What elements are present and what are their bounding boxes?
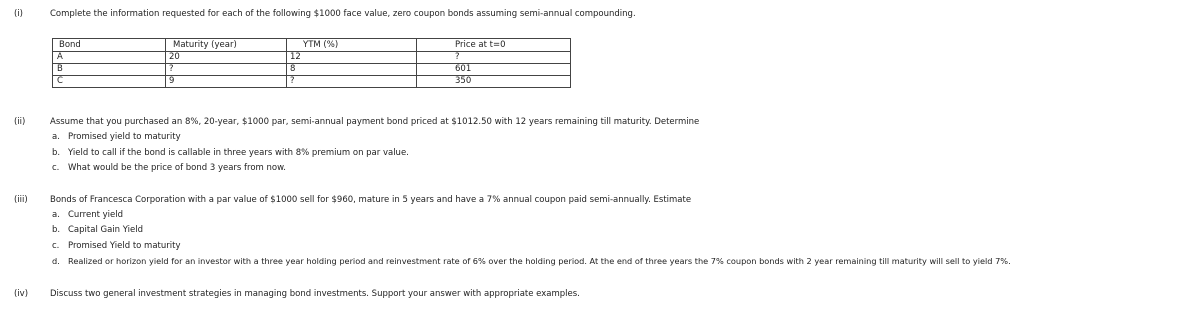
table-row	[53, 64, 571, 76]
item-text: Current yield	[68, 210, 124, 220]
question-3-number: (iii)	[14, 195, 28, 205]
item-text: Capital Gain Yield	[68, 225, 143, 235]
cell-price: ?	[417, 52, 571, 64]
cell-ytm: 12	[287, 52, 417, 64]
header-maturity: Maturity (year)	[166, 39, 287, 52]
question-1-number: (i)	[14, 9, 23, 19]
header-ytm: YTM (%)	[287, 39, 417, 52]
question-2-item-a	[52, 132, 181, 142]
item-text: Yield to call if the bond is callable in three years with 8% premium on par value.	[68, 148, 409, 158]
cell-maturity: ?	[166, 64, 287, 76]
cell-bond: C	[53, 76, 166, 88]
question-3-item-a	[52, 210, 123, 220]
table-row	[53, 76, 571, 88]
item-text: Promised Yield to maturity	[68, 241, 181, 251]
question-3-item-d	[52, 256, 1011, 266]
header-price: Price at t=0	[417, 39, 571, 52]
item-text: Promised yield to maturity	[68, 132, 181, 142]
question-2-item-c	[52, 163, 286, 173]
item-letter: c.	[52, 241, 60, 251]
cell-bond: A	[53, 52, 166, 64]
cell-bond: B	[53, 64, 166, 76]
cell-ytm: 8	[287, 64, 417, 76]
table-header-row	[53, 39, 571, 52]
question-1-text: Complete the information requested for each of the following $1000 face value, zero coupon bonds assuming semi-annual compounding.	[50, 9, 636, 19]
cell-price: 350	[417, 76, 571, 88]
question-3-text: Bonds of Francesca Corporation with a par value of $1000 sell for $960, mature in 5 years and have a 7% annual coupon paid semi-annually. Estimate	[50, 195, 692, 205]
item-letter: c.	[52, 163, 60, 173]
table-row	[53, 52, 571, 64]
cell-maturity: 20	[166, 52, 287, 64]
item-letter: a.	[52, 132, 60, 142]
item-text: Realized or horizon yield for an investor with a three year holding period and reinvestment rate of 6% over the holding period. At the end of three years the 7% coupon bonds with 2 year remaining till maturity will sell to yield 7%.	[68, 256, 1011, 266]
item-letter: b.	[52, 225, 61, 235]
cell-ytm: ?	[287, 76, 417, 88]
item-letter: a.	[52, 210, 60, 220]
item-letter: d.	[52, 256, 60, 266]
question-4-number: (iv)	[14, 289, 29, 299]
cell-price: 601	[417, 64, 571, 76]
question-2-item-b	[52, 148, 409, 158]
item-text: What would be the price of bond 3 years from now.	[68, 163, 286, 173]
bond-table	[52, 38, 571, 88]
question-4-text: Discuss two general investment strategies in managing bond investments. Support your answer with appropriate examples.	[50, 289, 580, 299]
question-3-item-b	[52, 225, 143, 235]
header-bond: Bond	[53, 39, 166, 52]
question-3-item-c	[52, 241, 180, 251]
item-letter: b.	[52, 148, 61, 158]
question-2-number: (ii)	[14, 117, 26, 127]
cell-maturity: 9	[166, 76, 287, 88]
question-2-text: Assume that you purchased an 8%, 20-year, $1000 par, semi-annual payment bond priced at $1012.50 with 12 years remaining till maturity. Determine	[50, 117, 700, 127]
